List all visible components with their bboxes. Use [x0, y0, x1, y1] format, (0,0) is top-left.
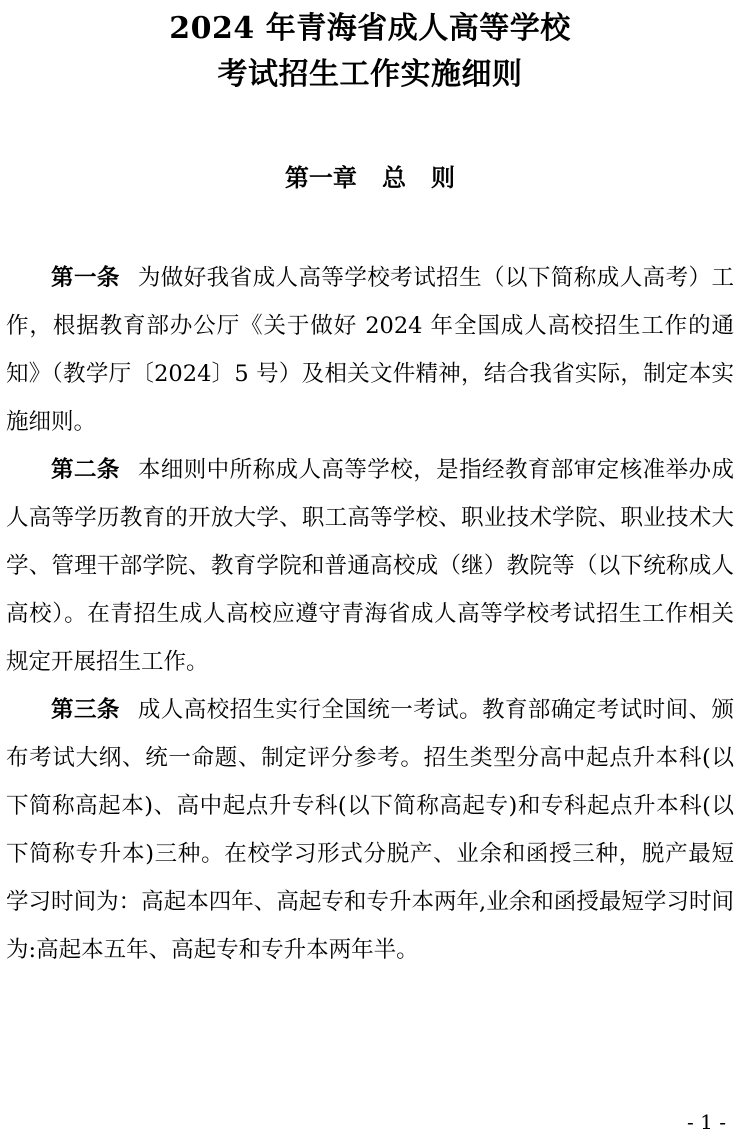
article-2 [6, 446, 734, 686]
article-list [6, 254, 734, 974]
document-title [6, 6, 734, 98]
article-3-label: 第三条 [51, 697, 120, 723]
page-number: - 1 - [687, 1110, 726, 1134]
article-3 [6, 686, 734, 974]
article-1-text: 为做好我省成人高等学校考试招生（以下简称成人高考）工作，根据教育部办公厅《关于做好 2024 年全国成人高校招生工作的通知》（教学厅〔2024〕5 号）及相关文件精神，结合我省实际，制定本实施细则。 [6, 265, 734, 435]
article-3-text: 成人高校招生实行全国统一考试。教育部确定考试时间、颁布考试大纲、统一命题、制定评分参考。招生类型分高中起点升本科(以下简称高起本)、高中起点升专科(以下简称高起专)和专科起点升本科(以下简称专升本)三种。在校学习形式分脱产、业余和函授三种，脱产最短学习时间为：高起本四年、高起专和专升本两年,业余和函授最短学习时间为:高起本五年、高起专和专升本两年半。 [6, 697, 734, 963]
document-title-line-1: 2024 年青海省成人高等学校 [169, 11, 571, 46]
article-2-text: 本细则中所称成人高等学校，是指经教育部审定核准举办成人高等学历教育的开放大学、职工高等学校、职业技术学院、职业技术大学、管理干部学院、教育学院和普通高校成（继）教院等（以下统称成人高校）。在青招生成人高校应遵守青海省成人高等学校考试招生工作相关规定开展招生工作。 [6, 457, 734, 675]
article-2-label: 第二条 [51, 457, 120, 483]
article-1 [6, 254, 734, 446]
document-title-line-2: 考试招生工作实施细则 [217, 57, 523, 92]
chapter-heading: 第一章 总 则 [284, 163, 456, 192]
article-1-label: 第一条 [51, 265, 120, 291]
document-page [0, 6, 740, 1138]
